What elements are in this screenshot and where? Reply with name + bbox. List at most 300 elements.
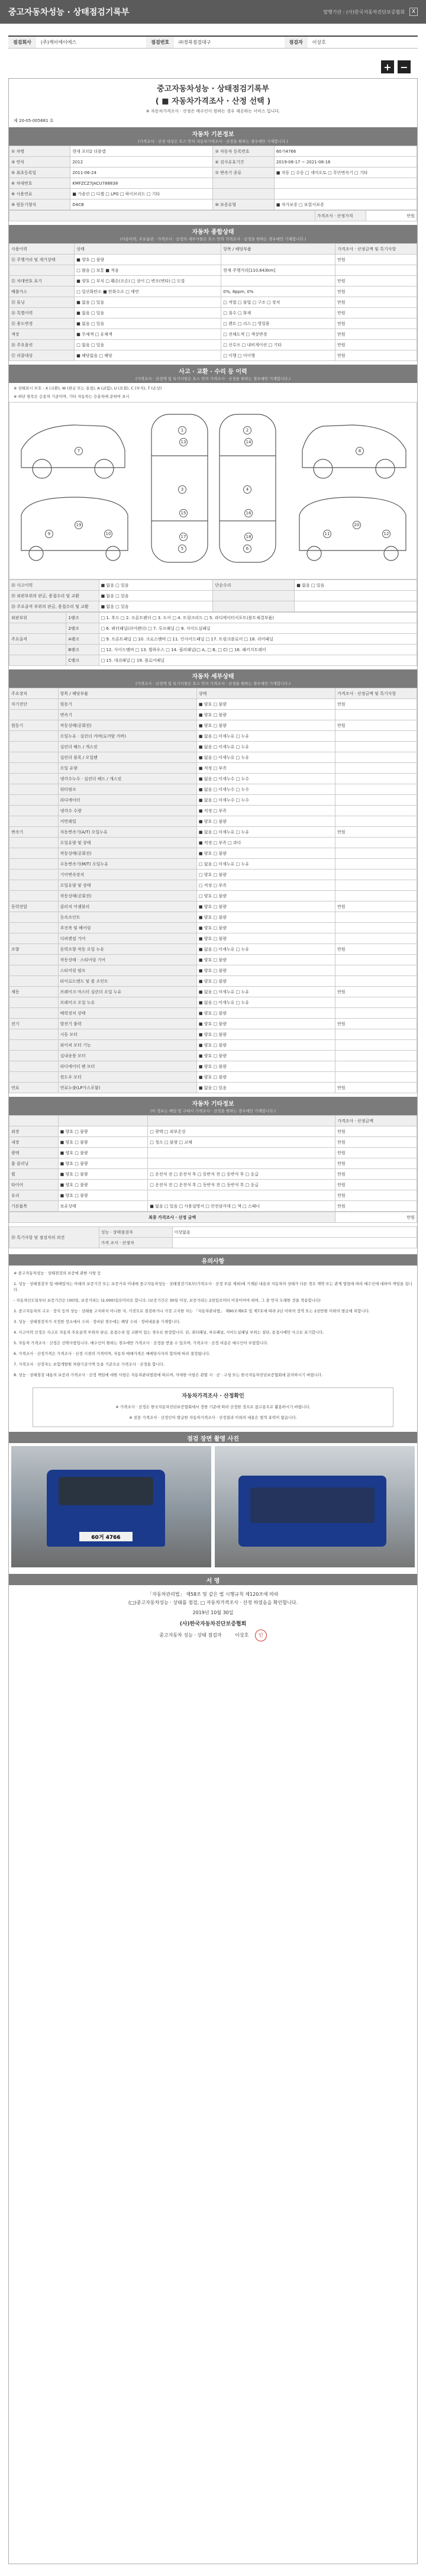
detail-row [9, 848, 417, 859]
table-cell: ⑱ 사고이력 [9, 580, 99, 591]
summary-row [9, 265, 417, 276]
summary-row [9, 255, 417, 265]
accident-table [9, 579, 417, 612]
table-cell [335, 795, 417, 806]
table-cell: 자동변속기(A/T) 오일누유 [58, 827, 196, 838]
car-diagram [9, 402, 417, 579]
table-cell [9, 784, 59, 795]
table-cell: ■ 양호 □ 불량 [58, 1148, 148, 1158]
table-cell: 내장 [9, 1137, 59, 1148]
basic-row [9, 146, 417, 157]
table-cell: 발전기 출력 [58, 1019, 196, 1029]
car-part-number: 19 [75, 521, 83, 529]
table-cell: ■ 양호 □ 불량 [196, 720, 335, 731]
table-cell: 만원 [335, 297, 417, 308]
table-cell [335, 816, 417, 827]
table-cell: 만원 [335, 1190, 417, 1201]
document-subtitle: ( ■ 자동차가격조사 · 산정 선택 ) [155, 97, 271, 106]
accident-row [9, 580, 417, 591]
table-cell: ■ 없음 □ 미세누유 □ 누유 [196, 731, 335, 742]
table-cell: 오일누유 · 실린더 커버(로커암 커버) [58, 731, 196, 742]
notice-line: 1. 성능 · 상태점검자 및 매매업자는 아래의 보증기간 또는 보증거리 이내에 중고자동차성능 · 상태점검기록부(가격조사 · 산정 부분 제외)에 기재된 내용과 자동차의 상태가 다른 경우 계약 또는 관계 법령에 따라 매수인에 대하여 책임을 집니다. [14, 1281, 412, 1292]
table-cell: 원동기 [58, 699, 196, 710]
table-cell: 현대 포터2 더블캡 [70, 146, 213, 157]
license-plate: 60거 4766 [79, 1532, 133, 1541]
table-cell: ■ 양호 □ 불량 [196, 1072, 335, 1083]
table-cell: □ 일산화탄소 ■ 탄화수소 □ 매연 [75, 286, 221, 297]
table-cell: 만원 [335, 901, 417, 912]
table-cell: ■ 없음 □ 미세누수 □ 누수 [196, 795, 335, 806]
detail-sub: (가격조사 · 산정액 및 특기사항은 호스 안의 가격조사 · 산정을 원하는 경우에만 기재합니다.) [9, 681, 417, 688]
table-cell [9, 265, 75, 276]
table-cell: ■ 자가보증 □ 보험사보증 [274, 199, 417, 210]
table-cell: 연료 [9, 1083, 59, 1093]
table-cell: ⑯ 주요옵션 [9, 340, 75, 350]
table-cell: D4CB [70, 199, 213, 210]
detail-row [9, 731, 417, 742]
table-cell [9, 763, 59, 774]
parts-row [9, 623, 417, 634]
summary-row [9, 329, 417, 340]
document-note: ※ 자동차가격조사 · 산정은 매수인이 원하는 경우 제공하는 서비스 입니다. [146, 109, 280, 114]
table-cell: ■ 양호 □ 불량 [196, 1008, 335, 1019]
table-cell [9, 933, 59, 944]
other-sub: (이 정보는 매입 및 구매시 가격조사 · 산정을 원하는 경우에만 기재합니다.) [9, 1108, 417, 1115]
table-cell: 워터펌프 [58, 784, 196, 795]
table-cell: 작동상태(공회전) [58, 720, 196, 731]
record-number: 제 20-05-005681 호 [14, 118, 54, 123]
table-cell: ■ 없음 □ 미세누유 □ 누유 [196, 987, 335, 997]
table-cell [335, 1072, 417, 1083]
table-cell: ■ 없음 □ 미세누유 □ 누유 [196, 944, 335, 955]
table-cell: 냉각수누수 · 실린더 헤드 / 개스킷 [58, 774, 196, 784]
summary-row [9, 308, 417, 318]
table-cell: ■ 없음 □ 있음 [75, 308, 221, 318]
table-cell: ■ 없음 □ 있음 [99, 591, 213, 601]
accident-title: 사고 · 교환 · 수리 등 이력 [9, 365, 417, 376]
sign-person [9, 1630, 417, 1641]
close-icon[interactable]: X [409, 8, 418, 16]
table-cell [335, 1061, 417, 1072]
detail-row [9, 987, 417, 997]
table-cell [148, 1158, 335, 1169]
car-part-number: 17 [179, 533, 188, 541]
table-cell: 라디에이터 [58, 795, 196, 806]
table-cell [9, 816, 59, 827]
table-cell: 제동 [9, 987, 59, 997]
table-cell: 냉각수 수량 [58, 806, 196, 816]
table-cell: ⑥ 차대번호 [9, 178, 70, 189]
sign-date: 2019년 10월 30일 [192, 1610, 234, 1615]
table-cell: □ 적정 □ 부족 [196, 880, 335, 891]
table-cell: 60거4766 [274, 146, 417, 157]
table-cell: 윈도우 모터 [58, 1072, 196, 1083]
table-cell [9, 997, 59, 1008]
car-part-number: 7 [75, 447, 83, 455]
table-cell: □ 운전석 전 □ 운전석 후 □ 동반석 전 □ 동반석 후 □ 응급 [148, 1180, 335, 1190]
table-cell [335, 859, 417, 870]
table-cell: 추진축 및 베어링 [58, 923, 196, 933]
notice-line: 8. 성능 · 상태점검 내용의 보증과 가격조사 · 산정 책임에 대한 사항은 자동차관리법령에 따르며, 자세한 사항은 관할 시 · 군 · 구청 또는 한국자동차진단보증협회에 문의하시기 바랍니다. [14, 1373, 323, 1377]
detail-row [9, 933, 417, 944]
car-part-number: 6 [243, 545, 251, 553]
table-cell: □ 이행 □ 미이행 [221, 350, 335, 361]
detail-row [9, 784, 417, 795]
accident-row [9, 591, 417, 601]
table-cell [274, 189, 417, 199]
other-row [9, 1148, 417, 1158]
car-part-number: 3 [178, 485, 186, 494]
special-label: ⑲ 특기사항 및 점검자의 의견 [9, 1227, 99, 1248]
other-row [9, 1137, 417, 1148]
summary-sub: (사용이력, 주요옵션 · 가격조사 · 산정의 세부사항은 호스 안의 가격조사 · 산정을 원하는 경우에만 기재합니다.) [9, 236, 417, 243]
inspection-document [8, 78, 418, 2564]
table-cell: 시동 모터 [58, 1029, 196, 1040]
detail-row [9, 699, 417, 710]
other-table [9, 1115, 417, 1212]
table-cell: 동력전달 [9, 901, 59, 912]
detail-row [9, 752, 417, 763]
table-cell: C랭크 [66, 655, 99, 666]
table-cell: 2011-06-24 [70, 168, 213, 178]
table-cell [9, 870, 59, 880]
table-cell: □ 양호 □ 불량 [196, 870, 335, 880]
table-cell [9, 774, 59, 784]
summary-row [9, 340, 417, 350]
table-cell: ■ 양호 □ 불량 [58, 1169, 148, 1180]
detail-row [9, 976, 417, 987]
basic-info-sub: (가격조사 · 산정 대상은 호스 안의 자동차가격조사 · 산정을 원하는 경우에만 기재합니다.) [9, 139, 417, 146]
table-cell: 가격조사 · 산정금액 및 특기사항 [335, 688, 417, 699]
price-label: 가격조사 · 산정가격 [315, 211, 366, 221]
table-cell [9, 710, 59, 720]
detail-row [9, 795, 417, 806]
parts-row [9, 655, 417, 666]
table-cell: □ 1. 후드 □ 2. 프론트펜더 □ 3. 도어 □ 4. 트렁크리드 □ 5. 라디에이터서포트(볼트체결부품) [99, 613, 417, 623]
table-cell: ■ 적정 □ 부족 [196, 806, 335, 816]
final-price-unit: 만원 [335, 1212, 417, 1223]
detail-row [9, 720, 417, 731]
table-cell: 브레이크 마스터 실린더 오일 누유 [58, 987, 196, 997]
table-cell: 항목 / 해당부품 [58, 688, 196, 699]
table-cell: ■ 없음 □ 있음 [75, 318, 221, 329]
table-cell: □ 청소 □ 불량 □ 교체 [148, 1137, 335, 1148]
table-cell: ⑮ 용도변경 [9, 318, 75, 329]
app-title: 중고자동차성능 · 상태점검기록부 [8, 8, 130, 17]
zoom-in-button[interactable]: + [381, 60, 394, 73]
table-cell [221, 276, 335, 286]
table-cell: ■ 없음 □ 있음 [99, 580, 213, 591]
summary-row [9, 318, 417, 329]
sign-title: 서 명 [9, 1574, 417, 1585]
table-cell: 만원 [335, 255, 417, 265]
confirm-line-1: ※ 가격조사 · 산정은 한국자동차진단보증협회에서 정한 기준에 따라 산정한 것으로 참고용으로 활용하시기 바랍니다. [115, 1405, 311, 1409]
table-cell: ■ 양호 □ 불량 [58, 1190, 148, 1201]
inspection-info-bar [8, 36, 418, 49]
table-cell: ■ 양호 □ 불량 [196, 901, 335, 912]
table-cell: ■ 적정 □ 부족 □ 과다 [196, 838, 335, 848]
table-cell: 타이어 [9, 1180, 59, 1190]
table-cell [335, 838, 417, 848]
table-cell: 1랭크 [66, 613, 99, 623]
table-cell: □ 12. 사이드멤버 □ 13. 휠하우스 □ 14. 필러패널(□ A, □ B, □ C) □ 16. 패키지트레이 [99, 645, 417, 655]
table-cell: 가격조사 · 산정금액 및 특기사항 [335, 244, 417, 255]
table-cell [335, 891, 417, 901]
table-cell: 원동기 [9, 720, 59, 731]
detail-row [9, 1083, 417, 1093]
table-cell: ■ 양호 □ 불량 [58, 1158, 148, 1169]
table-cell [9, 1072, 59, 1083]
table-cell [148, 1116, 335, 1126]
notice-text [9, 1266, 417, 1383]
detail-row [9, 1051, 417, 1061]
table-cell: ⑭ 특별이력 [9, 308, 75, 318]
detail-row [9, 774, 417, 784]
table-cell: 만원 [335, 1137, 417, 1148]
table-cell [335, 955, 417, 965]
table-cell: □ 침수 □ 화재 [221, 308, 335, 318]
table-cell: □ 렌트 □ 리스 □ 영업용 [221, 318, 335, 329]
summary-table [9, 243, 417, 361]
table-cell: ■ 가솔린 □ 디젤 □ LPG □ 하이브리드 □ 기타 [70, 189, 213, 199]
car-part-number: 5 [178, 545, 186, 553]
detail-row [9, 912, 417, 923]
table-cell [9, 645, 66, 655]
table-cell: 만원 [335, 987, 417, 997]
detail-row [9, 838, 417, 848]
table-cell: 동력조향 작동 오일 누유 [58, 944, 196, 955]
table-cell [9, 806, 59, 816]
table-cell [335, 912, 417, 923]
detail-row [9, 901, 417, 912]
table-cell [335, 763, 417, 774]
table-cell [9, 1116, 59, 1126]
detail-row [9, 816, 417, 827]
detail-row [9, 1019, 417, 1029]
table-cell: ⑳ 주요골격 부위의 판금, 용접수리 및 교환 [9, 601, 99, 612]
table-cell [9, 965, 59, 976]
table-cell: 0%, 8ppm, 0% [221, 286, 335, 297]
other-row [9, 1158, 417, 1169]
table-cell: □ 양호 □ 불량 [196, 891, 335, 901]
table-cell: ① 차명 [9, 146, 70, 157]
zoom-out-button[interactable]: − [398, 60, 411, 73]
label-inspector: 점검자 [285, 37, 308, 48]
table-cell [335, 265, 417, 276]
table-cell: 만원 [335, 944, 417, 955]
car-part-number: 10 [104, 530, 112, 538]
table-cell: 만원 [335, 1158, 417, 1169]
app-header [0, 0, 426, 24]
basic-price-table [9, 210, 417, 221]
parts-row [9, 645, 417, 655]
detail-row [9, 1029, 417, 1040]
detail-row [9, 997, 417, 1008]
table-cell: 전기 [9, 1019, 59, 1029]
table-cell: 조향 [9, 944, 59, 955]
table-cell [9, 1008, 59, 1019]
summary-title: 자동차 종합상태 [9, 225, 417, 236]
confirm-box [33, 1387, 393, 1427]
detail-title: 자동차 세부상태 [9, 669, 417, 681]
table-cell: ■ 양호 □ 불량 [196, 1040, 335, 1051]
table-cell: 2랭크 [66, 623, 99, 634]
table-cell: ■ 양호 □ 불량 [196, 912, 335, 923]
table-cell: 등속조인트 [58, 912, 196, 923]
notice-line: 5. 자동차 가격조사 · 산정은 선택사항입니다. 매수인이 원하는 경우에만 가격조사 · 산정을 받을 수 있으며, 가격조사 · 산정 비용은 매수인이 부담합니다. [14, 1341, 269, 1345]
table-cell: 커먼레일 [58, 816, 196, 827]
basic-row [9, 157, 417, 168]
table-cell [9, 1029, 59, 1040]
table-cell [335, 997, 417, 1008]
table-cell [9, 859, 59, 870]
notice-line: 7. 가격조사 · 산정자는 보험개발원 차량기준가액 등을 기준으로 가격조사 · 산정을 합니다. [14, 1362, 164, 1367]
table-cell: ■ 양호 □ 불량 [58, 1126, 148, 1137]
table-cell [148, 1148, 335, 1158]
table-cell: 주요골격 [9, 634, 66, 645]
table-cell: 외판부위 [9, 613, 66, 623]
table-cell: ■ 없음 □ 있음 [99, 601, 213, 612]
notice-line: 4. 사고이력 인정은 사고로 자동차 주요골격 부위의 판금, 용접수리 및 교환이 있는 경우로 한정합니다. 단, 쿼터패널, 루프패널, 사이드실패널 부위는 절단, 용접시에만 사고로 표기합니다. [14, 1330, 324, 1335]
special-value: 이상없음 [172, 1227, 417, 1238]
parts-row [9, 634, 417, 645]
table-cell [9, 923, 59, 933]
table-cell [9, 623, 66, 634]
table-cell [9, 1051, 59, 1061]
table-cell [213, 189, 274, 199]
basic-info-title: 자동차 기본정보 [9, 127, 417, 139]
table-cell [295, 591, 417, 601]
notice-line: 6. 가격조사 · 산정가격은 가격조사 · 산정 시점의 가격이며, 자동차 매매가격은 매매당사자의 합의에 따라 결정됩니다. [14, 1351, 211, 1356]
table-cell: ■ 없음 □ 있음 [196, 1083, 335, 1093]
table-cell: □ 많음 □ 보통 ■ 적음 [75, 265, 221, 276]
table-cell: 휠 [9, 1169, 59, 1180]
value-inspector: 이상호 [312, 40, 326, 45]
table-cell: □ 15. 대쉬패널 □ 19. 플로어패널 [99, 655, 417, 666]
basic-row [9, 199, 417, 210]
table-cell: □ 광택 □ 외부손상 [148, 1126, 335, 1137]
table-cell [335, 923, 417, 933]
basic-info-table [9, 146, 417, 210]
table-cell [335, 752, 417, 763]
table-cell [9, 795, 59, 806]
special-value-2 [172, 1238, 417, 1248]
table-cell: ■ 없음 □ 있음 □ 사용설명서 □ 안전삼각대 □ 잭 □ 스패너 [148, 1201, 335, 1212]
table-cell: ■ 양호 □ 불량 [196, 1061, 335, 1072]
table-cell [335, 1029, 417, 1040]
table-cell: 만원 [335, 329, 417, 340]
table-cell: 단순수리 [213, 580, 295, 591]
table-cell: 실린더 블록 / 오일팬 [58, 752, 196, 763]
table-cell: 오일 유량 [58, 763, 196, 774]
table-cell [335, 806, 417, 816]
sign-line-2: (□)중고자동차성능 · 상태를 점검, □ 자동차가격조사 · 산정 하였음을 확인합니다. [128, 1600, 298, 1605]
label-company: 점검회사 [8, 37, 36, 48]
table-cell: 만원 [335, 286, 417, 297]
other-row [9, 1126, 417, 1137]
car-part-number: 1 [178, 426, 186, 434]
car-part-number: 18 [244, 533, 253, 541]
car-part-number: 16 [244, 509, 253, 517]
table-cell: ■ 양호 □ 불량 [196, 923, 335, 933]
table-cell: ■ 양호 □ 불량 [196, 955, 335, 965]
special-sublabel-2: 가격 조사 · 산정자 [99, 1238, 172, 1248]
detail-row [9, 1072, 417, 1083]
parts-table [9, 612, 417, 666]
table-cell [213, 591, 295, 601]
table-cell: 작동상태(공회전) [58, 891, 196, 901]
table-cell: ■ 해당없음 □ 해당 [75, 350, 221, 361]
table-cell: 만원 [335, 340, 417, 350]
table-cell [9, 752, 59, 763]
detail-row [9, 965, 417, 976]
special-sublabel: 성능 · 상태점검자 [99, 1227, 172, 1238]
table-cell: 만원 [335, 1201, 417, 1212]
table-cell: ■ 양호 □ 불량 [196, 1029, 335, 1040]
table-cell: KMFZCZ7JACU788838 [70, 178, 213, 189]
table-cell [335, 710, 417, 720]
table-cell: 배출가스 [9, 286, 75, 297]
table-cell: 만원 [335, 1083, 417, 1093]
table-cell [9, 912, 59, 923]
table-cell: 2012 [70, 157, 213, 168]
table-cell: 브레이크 오일 누유 [58, 997, 196, 1008]
table-cell [9, 880, 59, 891]
car-part-number: 2 [243, 426, 251, 434]
table-cell: 타이로드엔드 및 볼 조인트 [58, 976, 196, 987]
table-cell: 만원 [335, 1180, 417, 1190]
table-cell: ② 자동차 등록번호 [213, 146, 274, 157]
table-cell [9, 976, 59, 987]
accident-note-1: ※ 상태표시 부호 : X (교환), W (판금 또는 용접), A (긁힘), U (요철), C (부식), T (손상) [14, 386, 162, 391]
table-cell: 상태 [196, 688, 335, 699]
notice-line: 2. 중고자동차의 구조 · 장치 등의 성능 · 상태를 고지하지 아니한 자, 거짓으로 점검하거나 거짓 고지한 자는 「자동차관리법」 제80조제6호 및 제7호에 따라 2년 이하의 징역 또는 2천만원 이하의 벌금에 처합니다. [14, 1309, 370, 1313]
table-cell: ⑦ 변속기 종류 [213, 168, 274, 178]
car-part-number: 9 [45, 530, 53, 538]
table-cell: ■ 양호 □ 불량 [196, 1019, 335, 1029]
detail-row [9, 891, 417, 901]
detail-head [9, 688, 417, 699]
table-cell: A랭크 [66, 634, 99, 645]
detail-row [9, 944, 417, 955]
table-cell [9, 1040, 59, 1051]
header-right [323, 8, 418, 16]
car-part-number: 12 [382, 530, 390, 538]
sign-person-label: 중고자동차 성능 · 상태 점검자 [159, 1632, 222, 1638]
table-cell: 상태 [75, 244, 221, 255]
summary-head [9, 244, 417, 255]
summary-row [9, 286, 417, 297]
table-cell [295, 601, 417, 612]
table-cell: 항목 / 해당부품 [221, 244, 335, 255]
table-cell: □ 6. 쿼터패널(리어펜더) □ 7. 루프패널 □ 8. 사이드실패널 [99, 623, 417, 634]
summary-row [9, 276, 417, 286]
table-cell: ⑩ 보증유형 [213, 199, 274, 210]
accident-sub: (가격조사 · 산정액 및 특기사항은 호스 안의 가격조사 · 산정을 원하는 경우에만 기재합니다.) [9, 376, 417, 383]
table-cell: 배력장치 상태 [58, 1008, 196, 1019]
car-part-number: 14 [244, 438, 253, 446]
detail-row [9, 955, 417, 965]
table-cell: 오일유량 및 상태 [58, 838, 196, 848]
table-cell: 2019-08-17 ~ 2021-08-16 [274, 157, 417, 168]
table-cell: □ 없음 □ 미세누유 □ 누유 [196, 859, 335, 870]
table-cell [335, 784, 417, 795]
table-cell [148, 1190, 335, 1201]
table-cell: ■ 양호 □ 불량 [75, 255, 221, 265]
table-cell: 기본품목 [9, 1201, 59, 1212]
table-cell: 만원 [335, 308, 417, 318]
table-cell: ■ 양호 □ 불량 [196, 816, 335, 827]
